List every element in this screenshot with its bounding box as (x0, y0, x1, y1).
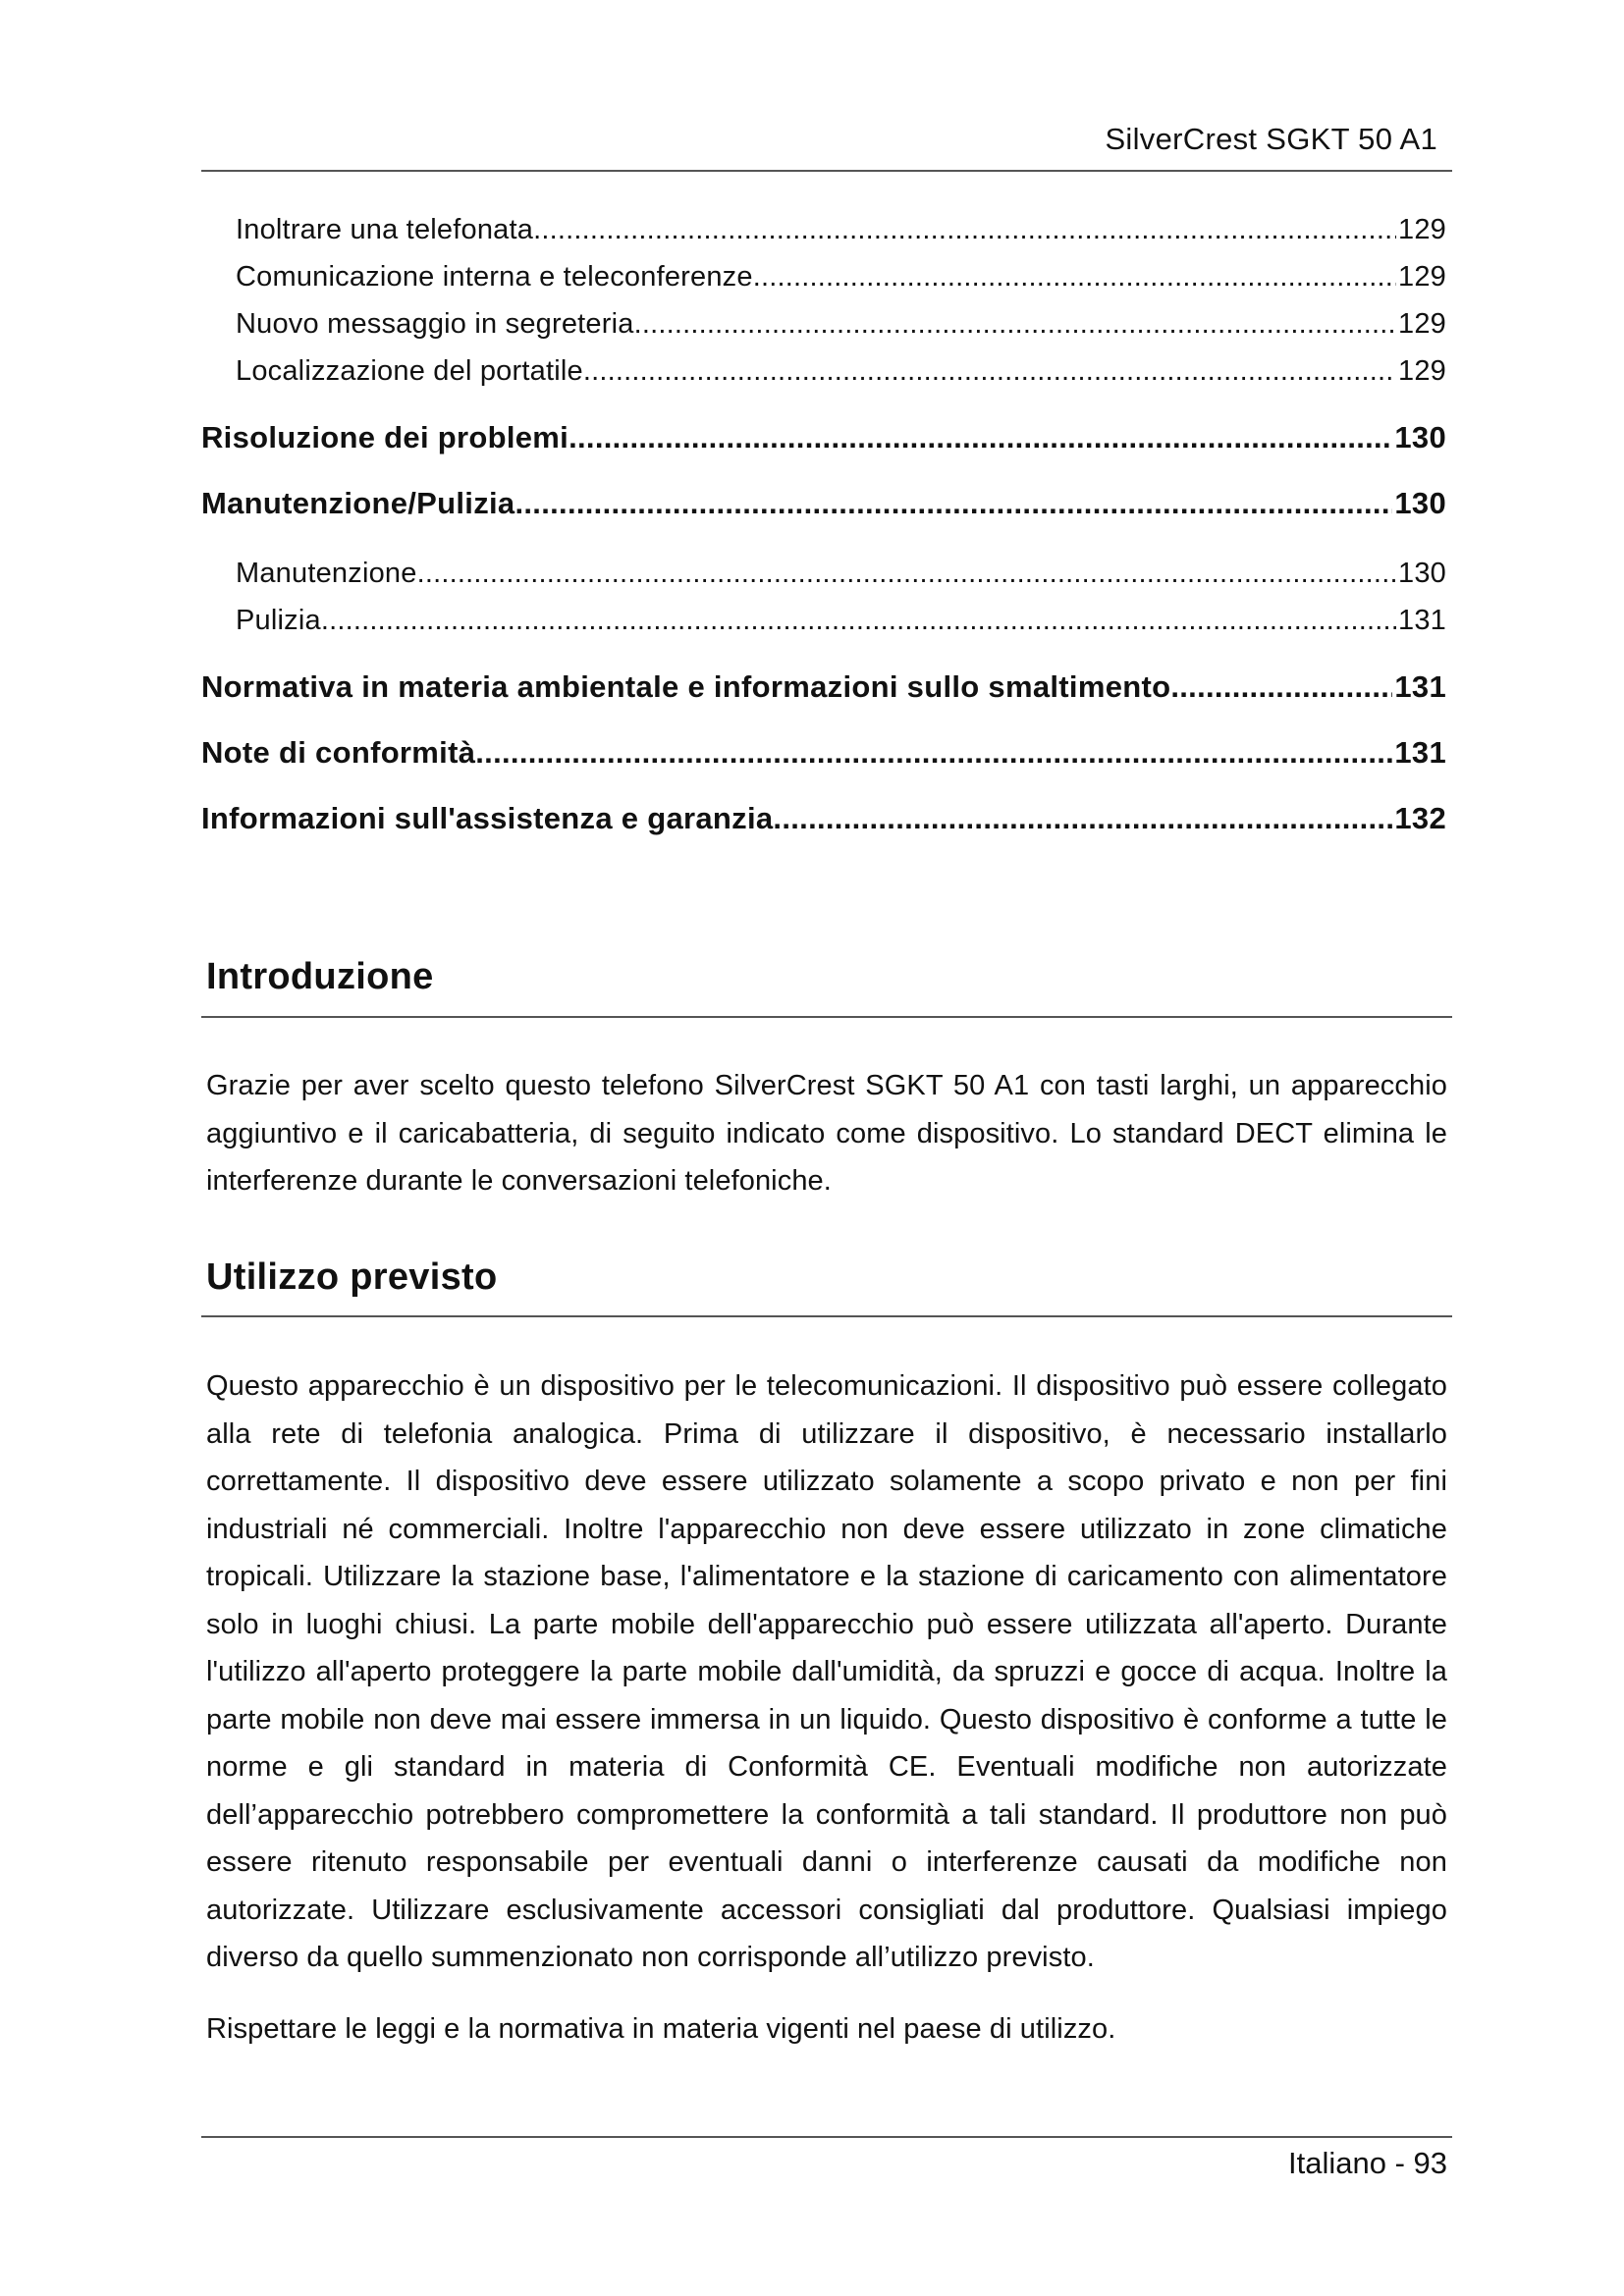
utilizzo-note-paragraph: Rispettare le leggi e la normativa in materia vigenti nel paese di utilizzo. (206, 2013, 1116, 2045)
toc-entry-page: 130 (1398, 558, 1446, 589)
toc-entry[interactable] (201, 550, 1446, 597)
toc-leader-dots (1170, 654, 1392, 720)
toc-leader-dots (583, 347, 1396, 395)
toc-leader-dots (417, 550, 1396, 597)
page-header-title: SilverCrest SGKT 50 A1 (1105, 122, 1437, 156)
toc-entry-page: 131 (1394, 669, 1446, 704)
section-heading-underline (201, 1315, 1452, 1317)
toc-entry-title: Nuovo messaggio in segreteria (236, 308, 634, 340)
toc-entry-title: Localizzazione del portatile (236, 355, 583, 387)
toc-leader-dots (634, 300, 1396, 347)
toc-spacer (201, 536, 1446, 550)
toc-leader-dots (475, 720, 1392, 785)
toc-leader-dots (533, 206, 1396, 253)
section-heading-introduzione: Introduzione (206, 956, 434, 997)
toc-entry[interactable] (201, 300, 1446, 347)
page-footer: Italiano - 93 (1288, 2146, 1447, 2180)
toc-chapter-entry[interactable] (201, 654, 1446, 720)
utilizzo-paragraph: Questo apparecchio è un dispositivo per le telecomunicazioni. Il dispositivo può essere collegato alla rete di telefonia analogica. Prima di utilizzare il dispositivo, è necessario installarlo correttamente. Il dispositivo deve essere utilizzato solamente a scopo privato e non per fini industriali né commerciali. Inoltre l'apparecchio non deve essere utilizzato in zone climatiche tropicali. Utilizzare la stazione base, l'alimentatore e la stazione di caricamento con alimentatore solo in luoghi chiusi. La parte mobile dell'apparecchio può essere utilizzata all'aperto. Durante l'utilizzo all'aperto proteggere la parte mobile dall'umidità, da spruzzi e gocce di acqua. Inoltre la parte mobile non deve mai essere immersa in un liquido. Questo dispositivo è conforme a tutte le norme e gli standard in materia di Conformità CE. Eventuali modifiche non autorizzate dell’apparecchio potrebbero compromettere la conformità a tali standard. Il produttore non può essere ritenuto responsabile per eventuali danni o interferenze causati da modifiche non autorizzate. Utilizzare esclusivamente accessori consigliati dal produttore. Qualsiasi impiego diverso da quello summenzionato non corrisponde all’utilizzo previsto. (206, 1370, 1447, 1973)
toc-entry-title: Note di conformità (201, 735, 476, 770)
toc-entry-title: Inoltrare una telefonata (236, 214, 534, 245)
toc-leader-dots (773, 785, 1392, 851)
table-of-contents (201, 206, 1446, 851)
toc-entry-page: 130 (1394, 420, 1446, 454)
toc-leader-dots (321, 597, 1396, 644)
toc-entry-page: 129 (1398, 355, 1446, 387)
toc-entry[interactable] (201, 253, 1446, 300)
toc-entry-page: 129 (1398, 214, 1446, 245)
toc-leader-dots (568, 404, 1392, 470)
toc-entry-page: 132 (1394, 801, 1446, 835)
toc-entry-title: Risoluzione dei problemi (201, 420, 569, 454)
toc-chapter-entry[interactable] (201, 404, 1446, 470)
toc-entry-title: Manutenzione/Pulizia (201, 486, 515, 520)
toc-leader-dots (514, 470, 1392, 536)
section-heading-utilizzo-previsto: Utilizzo previsto (206, 1256, 498, 1298)
toc-entry-title: Pulizia (236, 605, 321, 636)
introduzione-paragraph: Grazie per aver scelto questo telefono SilverCrest SGKT 50 A1 con tasti larghi, un apparecchio aggiuntivo e il caricabatteria, di seguito indicato come dispositivo. Lo standard DECT elimina le interferenze durante le conversazioni telefoniche. (206, 1070, 1447, 1197)
toc-chapter-entry[interactable] (201, 470, 1446, 536)
toc-entry[interactable] (201, 206, 1446, 253)
toc-entry-page: 129 (1398, 261, 1446, 293)
toc-entry-page: 131 (1398, 605, 1446, 636)
toc-chapter-entry[interactable] (201, 785, 1446, 851)
toc-entry-title: Normativa in materia ambientale e informazioni sullo smaltimento (201, 669, 1171, 704)
footer-divider (201, 2136, 1452, 2138)
section-heading-underline (201, 1016, 1452, 1018)
toc-leader-dots (753, 253, 1396, 300)
toc-entry-title: Comunicazione interna e teleconferenze (236, 261, 753, 293)
toc-entry-title: Informazioni sull'assistenza e garanzia (201, 801, 774, 835)
toc-entry-title: Manutenzione (236, 558, 417, 589)
toc-entry[interactable] (201, 597, 1446, 644)
toc-entry-page: 129 (1398, 308, 1446, 340)
toc-entry-page: 130 (1394, 486, 1446, 520)
toc-entry-page: 131 (1394, 735, 1446, 770)
header-divider (201, 170, 1452, 172)
toc-chapter-entry[interactable] (201, 720, 1446, 785)
toc-entry[interactable] (201, 347, 1446, 395)
